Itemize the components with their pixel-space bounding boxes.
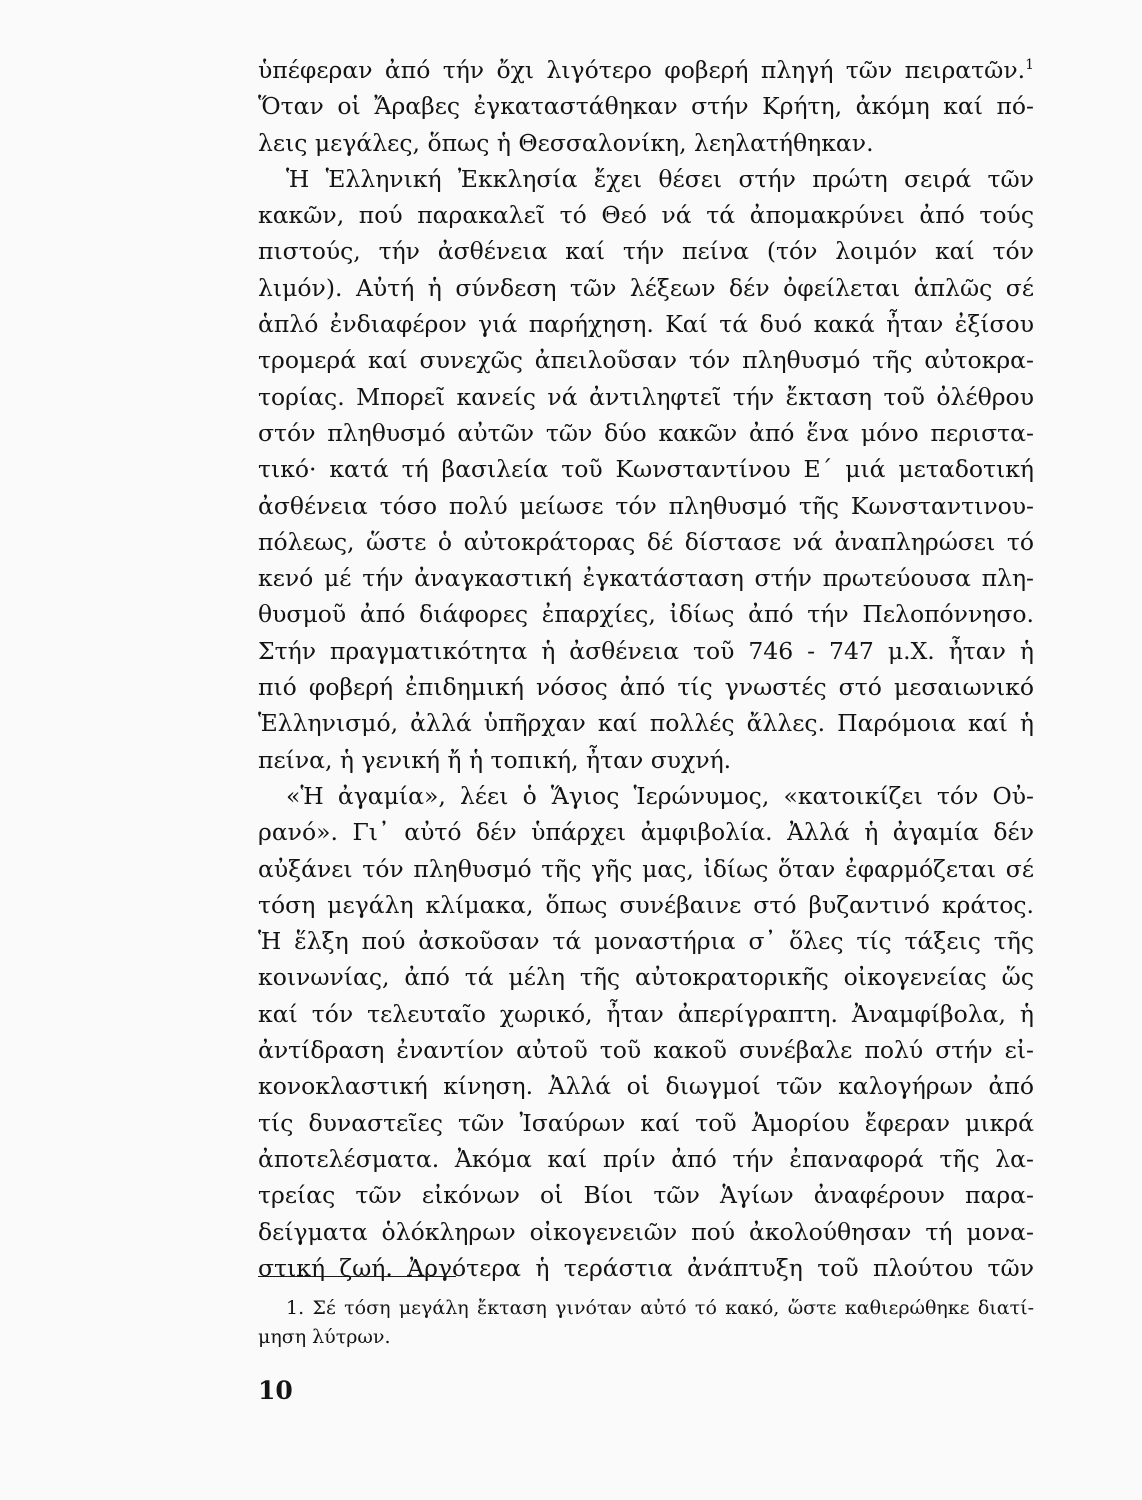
text-line: ἁπλό ἐνδιαφέρον γιά παρήχηση. Καί τά δυό κακά ἦταν ἐξίσου — [258, 310, 1034, 339]
text-line: πείνα, ἡ γενική ἤ ἡ τοπική, ἦταν συχνή. — [258, 745, 732, 774]
page-number: 10 — [258, 1376, 293, 1405]
text-line: Ἡ ἕλξη πού ἀσκοῦσαν τά μοναστήρια σ᾽ ὅλες τίς τάξεις τῆς — [258, 927, 1034, 956]
text-line: πόλεως, ὥστε ὁ αὐτοκράτορας δέ δίστασε νά ἀναπληρώσει τό — [258, 527, 1034, 556]
text-line: πιό φοβερή ἐπιδημική νόσος ἀπό τίς γνωστές στό μεσαιωνικό — [258, 673, 1034, 702]
text-line: τίς δυναστεῖες τῶν Ἰσαύρων καί τοῦ Ἀμορίου ἔφεραν μικρά — [258, 1108, 1034, 1137]
text-line: κενό μέ τήν ἀναγκαστική ἐγκατάσταση στήν πρωτεύουσα πλη- — [258, 564, 1034, 593]
text-line: Ὅταν οἱ Ἄραβες ἐγκαταστάθηκαν στήν Κρήτη, ἀκόμη καί πό- — [258, 92, 1034, 121]
text-line: ρανό». Γι᾽ αὐτό δέν ὑπάρχει ἀμφιβολία. Ἀλλά ἡ ἀγαμία δέν — [258, 818, 1034, 847]
text-line: ὑπέφεραν ἀπό τήν ὄχι λιγότερο φοβερή πληγή τῶν πειρατῶν.$^1$ — [258, 56, 1034, 84]
footnote-line: μηση λύτρων. — [258, 1326, 391, 1348]
text-line: λεις μεγάλες, ὅπως ἡ Θεσσαλονίκη, λεηλατήθηκαν. — [258, 128, 874, 157]
text-line: Στήν πραγματικότητα ἡ ἀσθένεια τοῦ 746 - 747 μ.Χ. ἦταν ἡ — [258, 636, 1034, 665]
text-line: Ἑλληνισμό, ἀλλά ὑπῆρχαν καί πολλές ἄλλες. Παρόμοια καί ἡ — [258, 709, 1034, 738]
text-line: τορίας. Μπορεῖ κανείς νά ἀντιληφτεῖ τήν ἔκταση τοῦ ὀλέθρου — [258, 382, 1034, 411]
footnote-line: 1. Σέ τόση μεγάλη ἔκταση γινόταν αὐτό τό κακό, ὥστε καθιερώθηκε διατί- — [286, 1297, 1034, 1319]
text-line: καί τόν τελευταῖο χωρικό, ἦταν ἀπερίγραπτη. Ἀναμφίβολα, ἡ — [258, 999, 1034, 1028]
text-line: τικό· κατά τή βασιλεία τοῦ Κωνσταντίνου Ε΄ μιά μεταδοτική — [258, 455, 1034, 484]
footnote-divider — [258, 1276, 456, 1277]
text-line: πιστούς, τήν ἀσθένεια καί τήν πείνα (τόν λοιμόν καί τόν — [258, 237, 1034, 266]
footnote — [258, 1294, 1034, 1352]
text-line: στόν πληθυσμό αὐτῶν τῶν δύο κακῶν ἀπό ἕνα μόνο περιστα- — [258, 418, 1034, 447]
text-line: θυσμοῦ ἀπό διάφορες ἐπαρχίες, ἰδίως ἀπό τήν Πελοπόννησο. — [258, 600, 1034, 629]
text-line: λιμόν). Αὐτή ἡ σύνδεση τῶν λέξεων δέν ὀφείλεται ἁπλῶς σέ — [258, 273, 1034, 302]
text-line: Ἡ Ἑλληνική Ἐκκλησία ἔχει θέσει στήν πρώτη σειρά τῶν — [286, 164, 1034, 193]
footnote-marker: 1 — [1025, 57, 1034, 73]
main-text — [258, 52, 1034, 1286]
text-line: κοινωνίας, ἀπό τά μέλη τῆς αὐτοκρατορικῆς οἰκογενείας ὥς — [258, 963, 1034, 992]
text-line: αὐξάνει τόν πληθυσμό τῆς γῆς μας, ἰδίως ὅταν ἐφαρμόζεται σέ — [258, 854, 1034, 883]
text-line: τρομερά καί συνεχῶς ἀπειλοῦσαν τόν πληθυσμό τῆς αὐτοκρα- — [258, 346, 1034, 375]
text-line: κακῶν, πού παρακαλεῖ τό Θεό νά τά ἀπομακρύνει ἀπό τούς — [258, 201, 1034, 230]
text-line: στική ζωή. Ἀργότερα ἡ τεράστια ἀνάπτυξη τοῦ πλούτου τῶν — [258, 1253, 1034, 1282]
text-line: ἀντίδραση ἐναντίον αὐτοῦ τοῦ κακοῦ συνέβαλε πολύ στήν εἰ- — [258, 1036, 1034, 1065]
text-line: κονοκλαστική κίνηση. Ἀλλά οἱ διωγμοί τῶν καλογήρων ἀπό — [258, 1072, 1034, 1101]
text-line: δείγματα ὁλόκληρων οἰκογενειῶν πού ἀκολούθησαν τή μονα- — [258, 1217, 1034, 1246]
text-line: «Ἡ ἀγαμία», λέει ὁ Ἅγιος Ἱερώνυμος, «κατοικίζει τόν Οὐ- — [286, 781, 1034, 810]
text-line: τόση μεγάλη κλίμακα, ὅπως συνέβαινε στό βυζαντινό κράτος. — [258, 890, 1034, 919]
text-line: ἀποτελέσματα. Ἀκόμα καί πρίν ἀπό τήν ἐπαναφορά τῆς λα- — [258, 1144, 1034, 1173]
text-line: ἀσθένεια τόσο πολύ μείωσε τόν πληθυσμό τῆς Κωνσταντινου- — [258, 491, 1034, 520]
text-line: τρείας τῶν εἰκόνων οἱ Βίοι τῶν Ἁγίων ἀναφέρουν παρα- — [258, 1181, 1034, 1210]
